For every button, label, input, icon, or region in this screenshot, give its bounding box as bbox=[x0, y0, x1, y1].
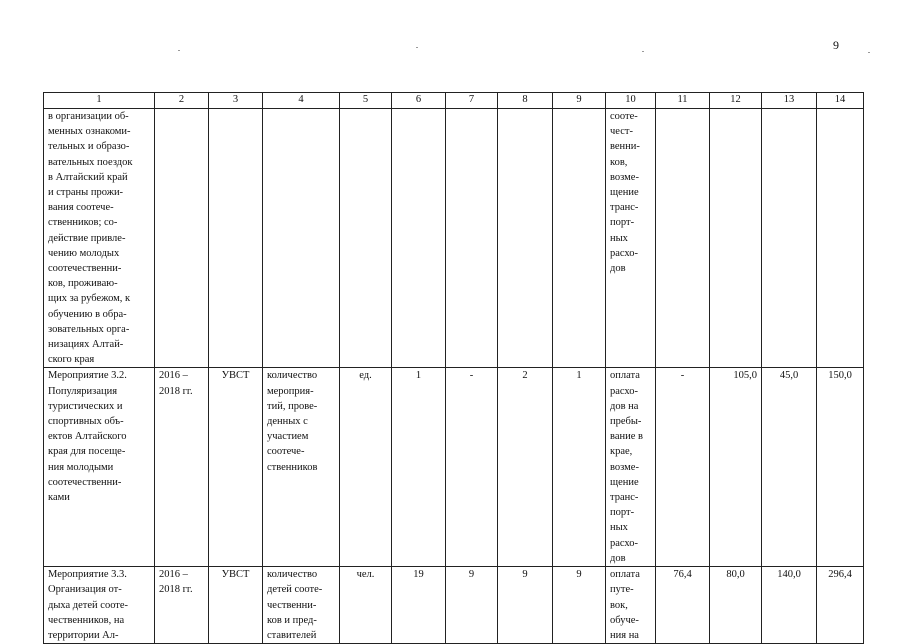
indicator-cell: количество мероприя- тий, прове- денных с участием соотече- ственников bbox=[263, 368, 340, 567]
scan-speck bbox=[416, 47, 418, 48]
col-header-13: 13 bbox=[762, 93, 817, 109]
funding-total-cell bbox=[817, 109, 864, 368]
value-cell: 9 bbox=[553, 567, 606, 644]
col-header-4: 4 bbox=[263, 93, 340, 109]
scan-speck bbox=[642, 51, 644, 52]
scan-speck bbox=[178, 50, 180, 51]
funding-total-cell: 296,4 bbox=[817, 567, 864, 644]
funding-cell: 105,0 bbox=[710, 368, 762, 567]
col-header-7: 7 bbox=[446, 93, 498, 109]
col-header-14: 14 bbox=[817, 93, 864, 109]
value-cell: 9 bbox=[446, 567, 498, 644]
indicator-cell: количество детей сооте- чественни- ков и пред- ставителей bbox=[263, 567, 340, 644]
measure-description: Мероприятие 3.2. Популяризация туристических и спортивных объ- ектов Алтайского края для посеще- ния молодыми соотечественни- ками bbox=[44, 368, 155, 567]
col-header-12: 12 bbox=[710, 93, 762, 109]
value-cell bbox=[553, 109, 606, 368]
unit-cell: чел. bbox=[340, 567, 392, 644]
funding-cell: 45,0 bbox=[762, 368, 817, 567]
value-cell bbox=[392, 109, 446, 368]
funding-cell: - bbox=[656, 368, 710, 567]
funding-cell bbox=[762, 109, 817, 368]
expense-direction-cell: оплата путе- вок, обуче- ния на bbox=[606, 567, 656, 644]
executor-cell: УВСТ bbox=[209, 567, 263, 644]
col-header-5: 5 bbox=[340, 93, 392, 109]
value-cell: 1 bbox=[392, 368, 446, 567]
value-cell: 9 bbox=[498, 567, 553, 644]
expense-direction-cell: соотe- чест- венни- ков, возме- щение транс- порт- ных расхо- дов bbox=[606, 109, 656, 368]
period-cell bbox=[155, 109, 209, 368]
value-cell bbox=[498, 109, 553, 368]
col-header-8: 8 bbox=[498, 93, 553, 109]
col-header-2: 2 bbox=[155, 93, 209, 109]
funding-cell: 80,0 bbox=[710, 567, 762, 644]
col-header-3: 3 bbox=[209, 93, 263, 109]
funding-cell bbox=[710, 109, 762, 368]
scan-speck bbox=[868, 52, 870, 53]
table-row bbox=[44, 567, 864, 644]
unit-cell: ед. bbox=[340, 368, 392, 567]
value-cell: 1 bbox=[553, 368, 606, 567]
expense-direction-cell: оплата расхо- дов на пребы- вание в крае, возме- щение транс- порт- ных расхо- дов bbox=[606, 368, 656, 567]
funding-total-cell: 150,0 bbox=[817, 368, 864, 567]
indicator-cell bbox=[263, 109, 340, 368]
period-cell: 2016 – 2018 гг. bbox=[155, 368, 209, 567]
col-header-9: 9 bbox=[553, 93, 606, 109]
col-header-6: 6 bbox=[392, 93, 446, 109]
col-header-1: 1 bbox=[44, 93, 155, 109]
header-row bbox=[44, 93, 864, 109]
table-row bbox=[44, 368, 864, 567]
value-cell: 19 bbox=[392, 567, 446, 644]
col-header-11: 11 bbox=[656, 93, 710, 109]
value-cell bbox=[446, 109, 498, 368]
executor-cell: УВСТ bbox=[209, 368, 263, 567]
unit-cell bbox=[340, 109, 392, 368]
table-row bbox=[44, 109, 864, 368]
program-table bbox=[43, 92, 864, 644]
value-cell: - bbox=[446, 368, 498, 567]
col-header-10: 10 bbox=[606, 93, 656, 109]
funding-cell: 140,0 bbox=[762, 567, 817, 644]
funding-cell: 76,4 bbox=[656, 567, 710, 644]
executor-cell bbox=[209, 109, 263, 368]
measure-description: в организации об- менных ознакоми- тельных и образо- вательных поездок в Алтайский край и страны прожи- вания соотече- ственников; со- действие привле- чению молодых соотечественни- ков, проживаю- щих за рубежом, к обучению в обра- зовательных орга- низациях Алтай- ского края bbox=[44, 109, 155, 368]
funding-cell bbox=[656, 109, 710, 368]
page-number: 9 bbox=[833, 38, 839, 52]
measure-description: Мероприятие 3.3. Организация от- дыха детей сооте- чественников, на территории Ал- bbox=[44, 567, 155, 644]
value-cell: 2 bbox=[498, 368, 553, 567]
period-cell: 2016 – 2018 гг. bbox=[155, 567, 209, 644]
